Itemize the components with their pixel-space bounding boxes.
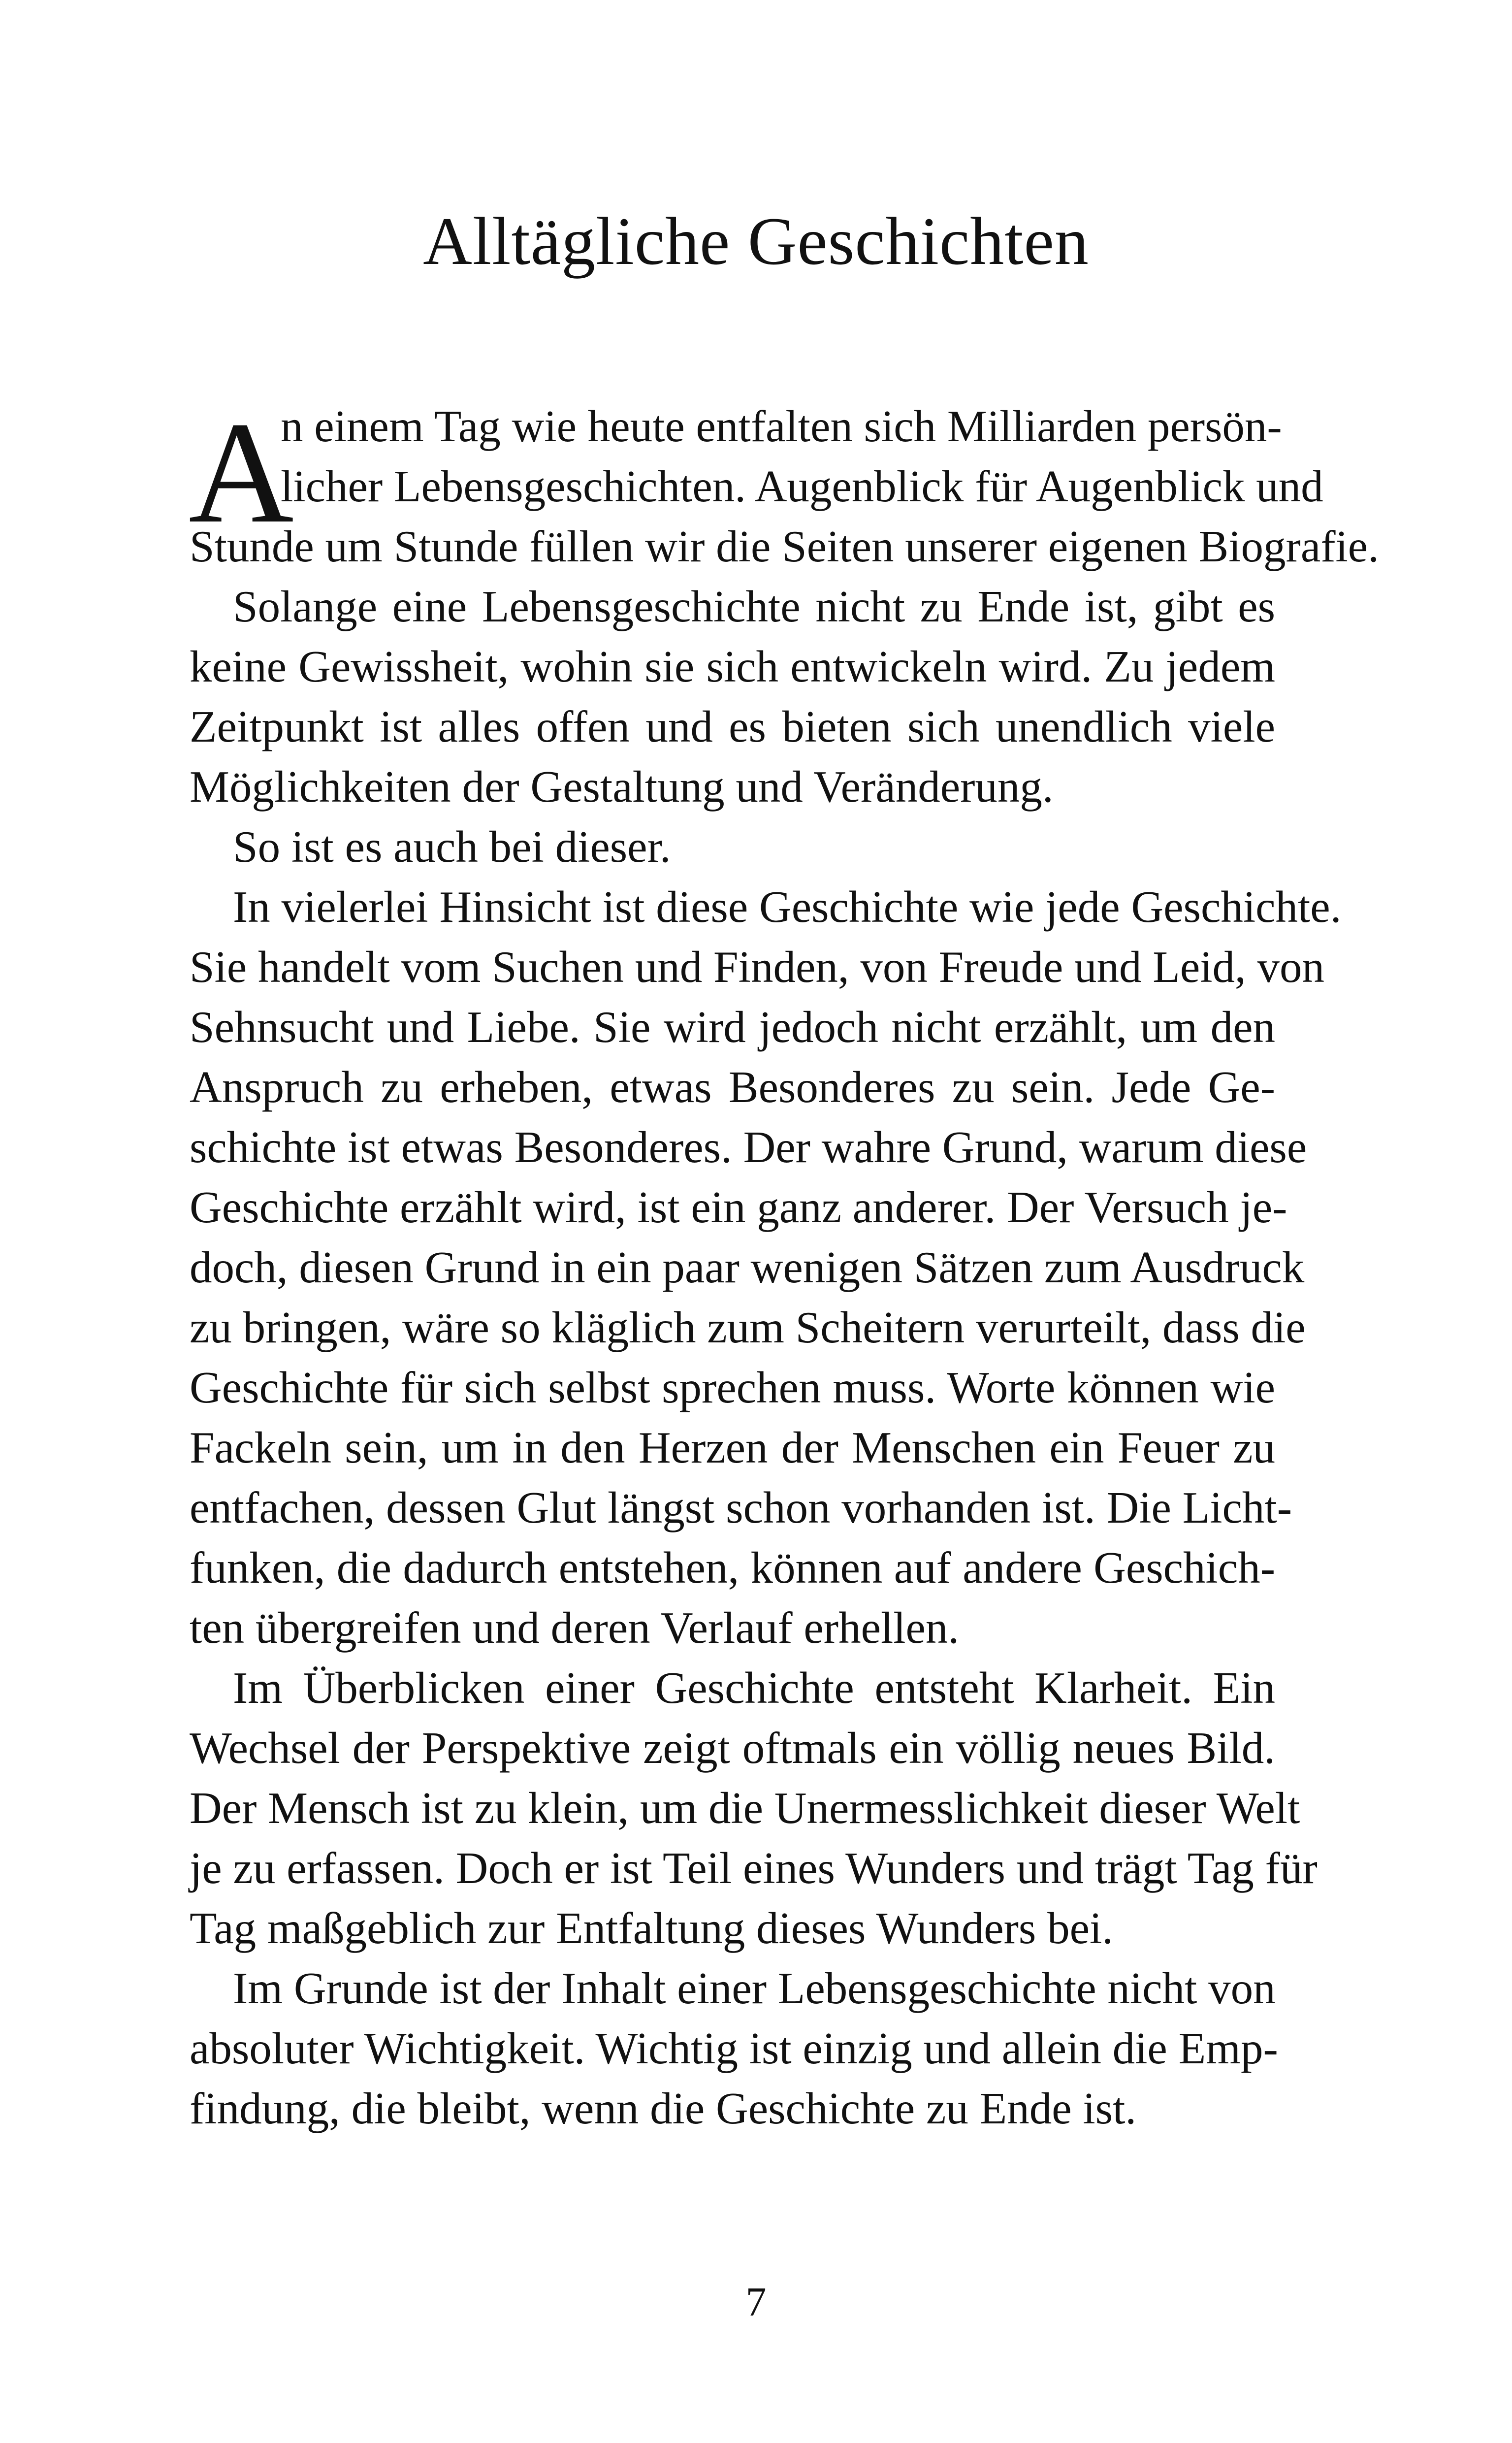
text-line: licher Lebensgeschichten. Augenblick für Augenblick und [281,461,1323,511]
text-line: schichte ist etwas Besonderes. Der wahre Grund, warum diese [190,1122,1307,1172]
text-line: Geschichte für sich selbst sprechen muss. Worte können wie [190,1363,1275,1412]
text-line: absoluter Wichtigkeit. Wichtig ist einzig und allein die Emp- [190,2023,1278,2073]
text-line: Zeitpunkt ist alles offen und es bieten sich unendlich viele [190,702,1275,751]
text-line: n einem Tag wie heute entfalten sich Milliarden persön- [281,401,1282,451]
text-line: Solange eine Lebensgeschichte nicht zu Ende ist, gibt es [233,582,1275,631]
text-line: Im Grunde ist der Inhalt einer Lebensgeschichte nicht von [233,1963,1276,2013]
text-line: Wechsel der Perspektive zeigt oftmals ein völlig neues Bild. [190,1723,1275,1773]
text-line: ten übergreifen und deren Verlauf erhellen. [190,1603,960,1653]
body-text [189,392,1379,2139]
drop-cap: A [189,392,294,554]
text-line: Stunde um Stunde füllen wir die Seiten unserer eigenen Biografie. [190,521,1379,571]
text-line: funken, die dadurch entstehen, können auf andere Geschich- [190,1543,1275,1593]
text-line: Geschichte erzählt wird, ist ein ganz anderer. Der Versuch je- [190,1182,1287,1232]
text-line: So ist es auch bei dieser. [233,822,671,872]
text-line: In vielerlei Hinsicht ist diese Geschichte wie jede Geschichte. [233,882,1342,932]
page-number: 7 [745,2279,767,2325]
text-line: entfachen, dessen Glut längst schon vorhanden ist. Die Licht- [190,1483,1292,1532]
text-line: Sehnsucht und Liebe. Sie wird jedoch nicht erzählt, um den [190,1002,1275,1052]
text-line: Der Mensch ist zu klein, um die Unermesslichkeit dieser Welt [190,1783,1300,1833]
text-line: doch, diesen Grund in ein paar wenigen Sätzen zum Ausdruck [190,1242,1305,1292]
text-line: Fackeln sein, um in den Herzen der Menschen ein Feuer zu [190,1423,1275,1472]
text-line: Sie handelt vom Suchen und Finden, von Freude und Leid, von [190,942,1325,992]
text-line: Möglichkeiten der Gestaltung und Veränderung. [190,762,1054,812]
text-line: Anspruch zu erheben, etwas Besonderes zu sein. Jede Ge- [190,1062,1275,1112]
text-line: je zu erfassen. Doch er ist Teil eines Wunders und trägt Tag für [190,1843,1318,1893]
chapter-title: Alltägliche Geschichten [423,203,1089,279]
text-line: zu bringen, wäre so kläglich zum Scheitern verurteilt, dass die [190,1303,1306,1352]
text-line: Im Überblicken einer Geschichte entsteht Klarheit. Ein [233,1663,1275,1713]
text-line: keine Gewissheit, wohin sie sich entwickeln wird. Zu jedem [190,642,1275,691]
text-line: Tag maßgeblich zur Entfaltung dieses Wunders bei. [190,1903,1113,1953]
text-line: findung, die bleibt, wenn die Geschichte zu Ende ist. [190,2084,1137,2133]
